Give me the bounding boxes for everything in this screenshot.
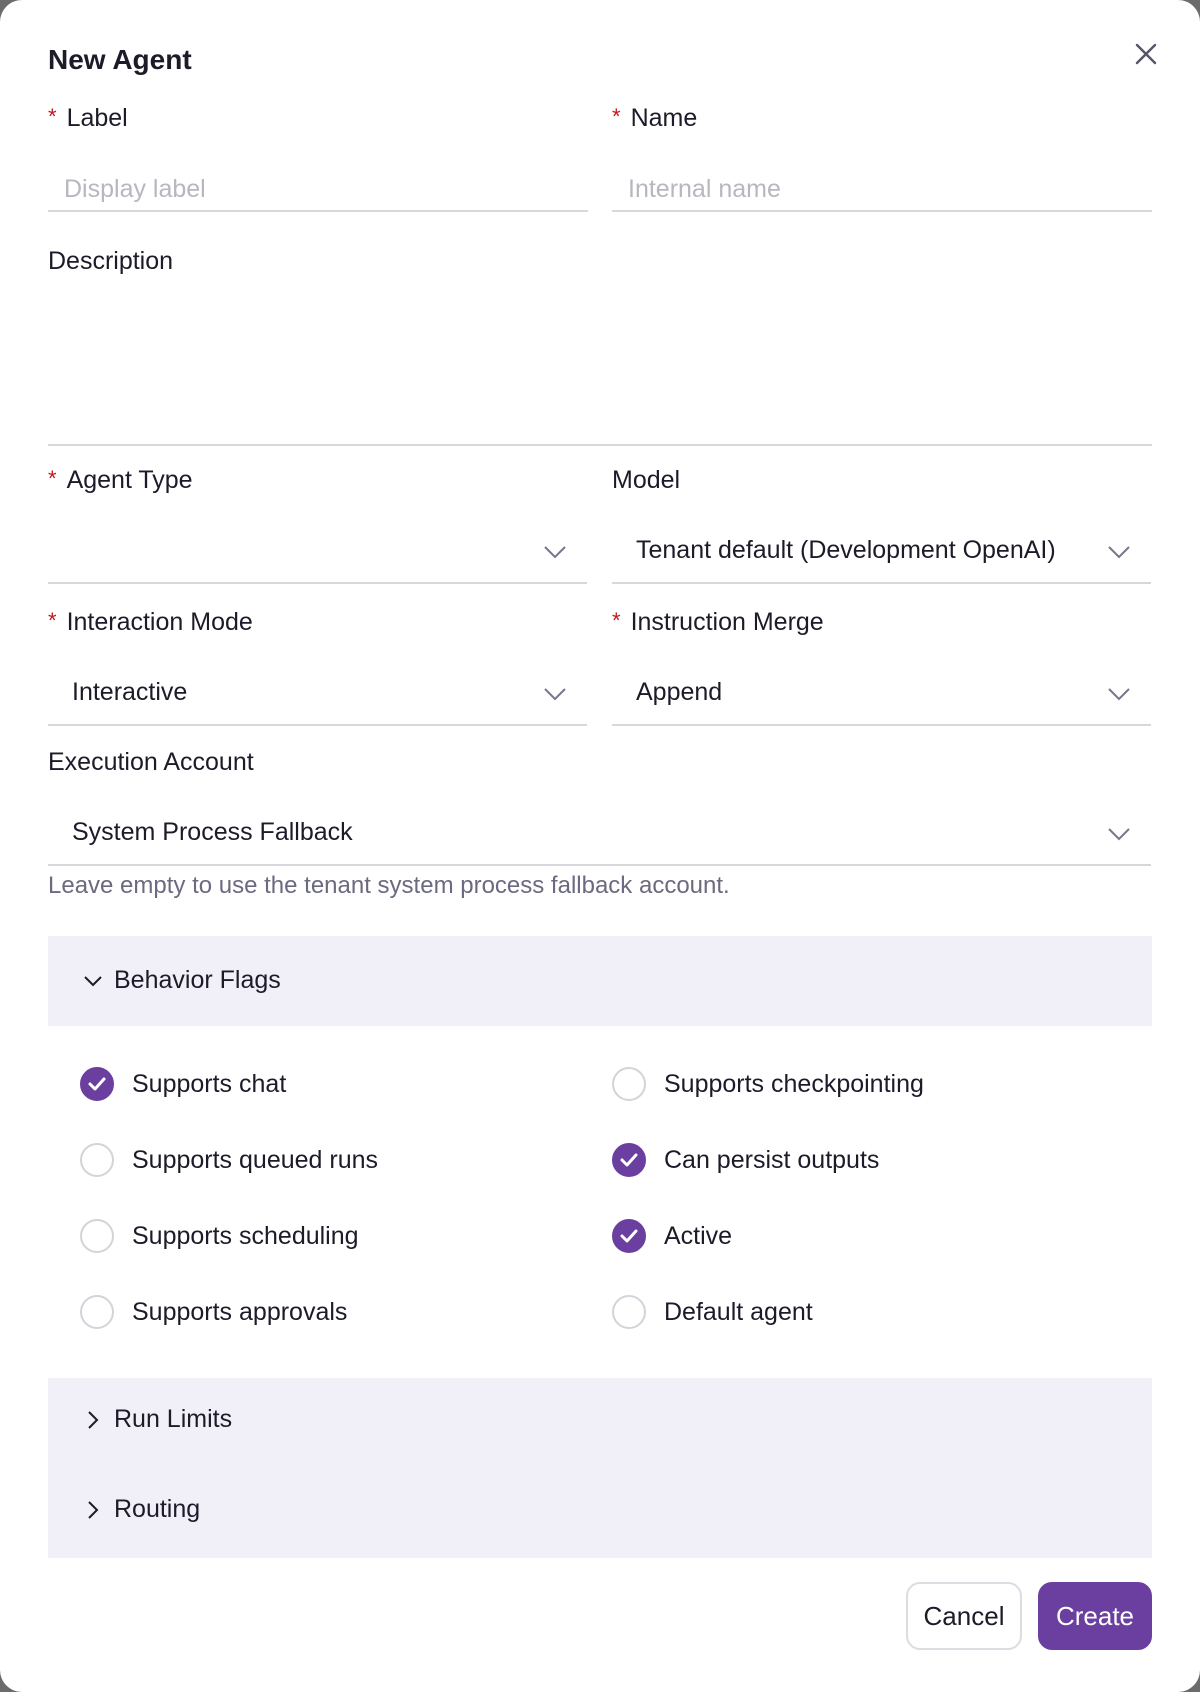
run-limits-title: Run Limits (114, 1405, 233, 1433)
interaction-mode-value: Interactive (72, 678, 188, 706)
execution-account-value: System Process Fallback (72, 818, 353, 846)
chevron-right-icon (80, 1497, 106, 1523)
checkbox-unchecked[interactable] (612, 1067, 646, 1101)
flag-default-agent[interactable]: Default agent (612, 1295, 813, 1329)
flag-active[interactable]: Active (612, 1219, 732, 1253)
required-mark: * (48, 466, 57, 491)
description-textarea[interactable] (48, 290, 1152, 446)
behavior-flags-title: Behavior Flags (114, 966, 281, 994)
routing-toggle[interactable] (80, 1495, 200, 1524)
checkbox-checked[interactable] (612, 1143, 646, 1177)
flag-supports-checkpointing[interactable]: Supports checkpointing (612, 1067, 924, 1101)
flag-can-persist-outputs[interactable]: Can persist outputs (612, 1143, 879, 1177)
instruction-merge-value: Append (636, 678, 723, 706)
instruction-merge-field-label: * Instruction Merge (612, 608, 824, 636)
chevron-right-icon (80, 1407, 106, 1433)
model-value: Tenant default (Development OpenAI) (636, 536, 1056, 564)
routing-title: Routing (114, 1495, 201, 1523)
checkbox-checked[interactable] (80, 1067, 114, 1101)
label-field-label: * Label (48, 104, 128, 132)
name-input[interactable] (612, 168, 1152, 212)
required-mark: * (612, 608, 621, 633)
chevron-down-icon (543, 684, 567, 704)
label-input[interactable] (48, 168, 588, 212)
required-mark: * (612, 104, 621, 129)
chevron-down-icon (1107, 542, 1131, 562)
checkmark-icon (618, 1225, 640, 1247)
dialog-title: New Agent (48, 44, 192, 75)
chevron-down-icon (80, 968, 106, 994)
behavior-flags-toggle[interactable] (80, 966, 281, 995)
agent-type-field-label: * Agent Type (48, 466, 193, 494)
behavior-flags-section (48, 936, 1152, 1026)
close-icon[interactable] (1128, 36, 1164, 72)
flag-supports-scheduling[interactable]: Supports scheduling (80, 1219, 359, 1253)
chevron-down-icon (1107, 684, 1131, 704)
description-field-label: Description (48, 247, 174, 275)
collapsed-sections-panel (48, 1378, 1152, 1558)
instruction-merge-select[interactable] (612, 662, 1151, 726)
execution-account-select[interactable] (48, 802, 1151, 866)
run-limits-toggle[interactable] (80, 1405, 232, 1434)
name-field-label: * Name (612, 104, 698, 132)
checkbox-unchecked[interactable] (80, 1143, 114, 1177)
execution-account-field-label: Execution Account (48, 748, 254, 776)
model-field-label: Model (612, 466, 681, 494)
create-button[interactable]: Create (1038, 1582, 1152, 1650)
cancel-button[interactable]: Cancel (906, 1582, 1022, 1650)
agent-type-select[interactable] (48, 520, 587, 584)
checkbox-unchecked[interactable] (80, 1219, 114, 1253)
checkbox-checked[interactable] (612, 1219, 646, 1253)
flag-supports-chat[interactable]: Supports chat (80, 1067, 286, 1101)
chevron-down-icon (1107, 824, 1131, 844)
checkbox-unchecked[interactable] (612, 1295, 646, 1329)
checkmark-icon (86, 1073, 108, 1095)
required-mark: * (48, 104, 57, 129)
model-select[interactable] (612, 520, 1151, 584)
checkmark-icon (618, 1149, 640, 1171)
interaction-mode-select[interactable] (48, 662, 587, 726)
chevron-down-icon (543, 542, 567, 562)
required-mark: * (48, 608, 57, 633)
flag-supports-approvals[interactable]: Supports approvals (80, 1295, 347, 1329)
execution-account-hint: Leave empty to use the tenant system process fallback account. (48, 872, 730, 899)
interaction-mode-field-label: * Interaction Mode (48, 608, 253, 636)
flag-supports-queued-runs[interactable]: Supports queued runs (80, 1143, 378, 1177)
checkbox-unchecked[interactable] (80, 1295, 114, 1329)
